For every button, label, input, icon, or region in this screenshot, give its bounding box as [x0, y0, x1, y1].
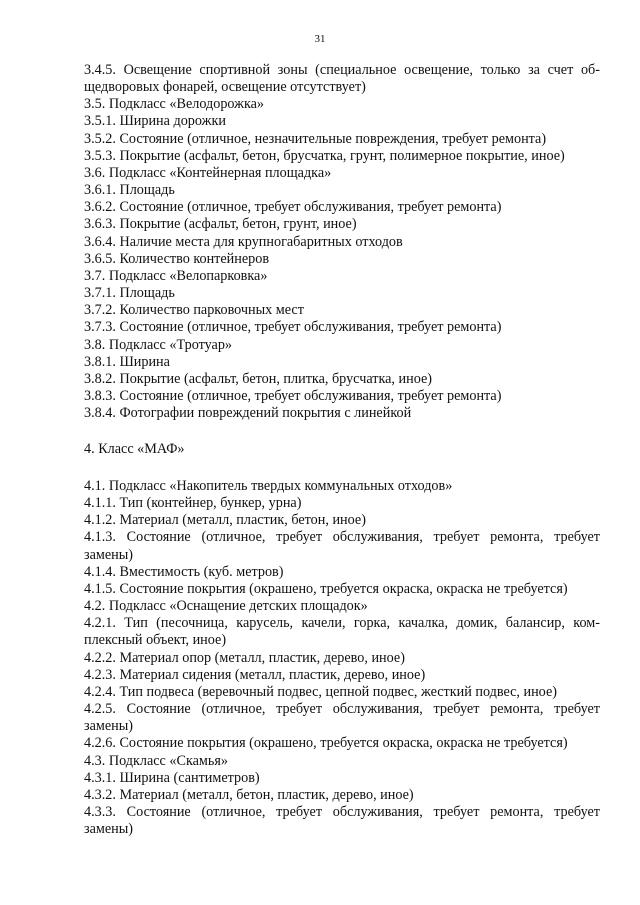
list-item: 3.6.4. Наличие места для крупногабаритных отходов — [84, 233, 403, 250]
list-item: 3.8.4. Фотографии повреждений покрытия с линейкой — [84, 405, 412, 422]
list-item: 3.6.5. Количество контейнеров — [84, 250, 270, 267]
list-item: 3.6.2. Состояние (отличное, требует обслуживания, требует ремонта) — [84, 199, 502, 216]
list-item: 3.5.2. Состояние (отличное, незначительные повреждения, требует ремонта) — [84, 130, 547, 147]
section-3-list — [84, 62, 600, 422]
list-item: 4.2.2. Материал опор (металл, пластик, дерево, иное) — [84, 649, 405, 666]
section-4-list — [84, 478, 600, 838]
list-item: 4.2.1. Тип (песочница, карусель, качели, горка, качалка, домик, балансир, ком-плексный объект, иное) — [84, 615, 600, 649]
list-item: 3.5. Подкласс «Велодорожка» — [84, 96, 265, 113]
list-item: 4.3.2. Материал (металл, бетон, пластик, дерево, иное) — [84, 786, 414, 803]
list-item: 3.8.3. Состояние (отличное, требует обслуживания, требует ремонта) — [84, 387, 502, 404]
list-item: 4.1.5. Состояние покрытия (окрашено, требуется окраска, окраска не требуется) — [84, 580, 568, 597]
list-item: 3.8.2. Покрытие (асфальт, бетон, плитка, брусчатка, иное) — [84, 370, 433, 387]
list-item: 3.7. Подкласс «Велопарковка» — [84, 267, 268, 284]
list-item: 3.5.3. Покрытие (асфальт, бетон, брусчатка, грунт, полимерное покрытие, иное) — [84, 147, 565, 164]
list-item: 3.7.3. Состояние (отличное, требует обслуживания, требует ремонта) — [84, 319, 502, 336]
list-item: 4.3.3. Состояние (отличное, требует обслуживания, требует ремонта, требует замены) — [84, 803, 600, 838]
list-item: 4.2.4. Тип подвеса (веревочный подвес, цепной подвес, жесткий подвес, иное) — [84, 683, 557, 700]
list-item: 4.2.6. Состояние покрытия (окрашено, требуется окраска, окраска не требуется) — [84, 735, 568, 752]
list-item: 4.3. Подкласс «Скамья» — [84, 752, 228, 769]
list-item: 4.1.4. Вместимость (куб. метров) — [84, 563, 284, 580]
list-item: 3.8. Подкласс «Тротуар» — [84, 336, 233, 353]
list-item: 3.5.1. Ширина дорожки — [84, 113, 226, 130]
list-item: 4.3.1. Ширина (сантиметров) — [84, 769, 260, 786]
list-item: 3.7.2. Количество парковочных мест — [84, 302, 304, 319]
list-item: 4.1.3. Состояние (отличное, требует обслуживания, требует ремонта, требует замены) — [84, 529, 600, 563]
section-4-heading: 4. Класс «МАФ» — [84, 441, 185, 457]
list-item: 3.6. Подкласс «Контейнерная площадка» — [84, 164, 332, 181]
list-item: 4.2. Подкласс «Оснащение детских площадок» — [84, 598, 368, 615]
list-item: 3.7.1. Площадь — [84, 285, 175, 302]
list-item: 4.2.5. Состояние (отличное, требует обслуживания, требует ремонта, требует замены) — [84, 701, 600, 735]
list-item: 4.2.3. Материал сидения (металл, пластик, дерево, иное) — [84, 666, 426, 683]
list-item: 3.6.3. Покрытие (асфальт, бетон, грунт, иное) — [84, 216, 357, 233]
list-item: 3.6.1. Площадь — [84, 182, 175, 199]
list-item: 4.1. Подкласс «Накопитель твердых коммунальных отходов» — [84, 478, 453, 494]
list-item: 4.1.1. Тип (контейнер, бункер, урна) — [84, 495, 302, 512]
list-item: 3.4.5. Освещение спортивной зоны (специальное освещение, только за счет об-щедворовых фонарей, освещение отсутствует) — [84, 62, 600, 96]
list-item: 3.8.1. Ширина — [84, 353, 170, 370]
list-item: 4.1.2. Материал (металл, пластик, бетон, иное) — [84, 512, 366, 529]
page-number: 31 — [314, 33, 326, 45]
